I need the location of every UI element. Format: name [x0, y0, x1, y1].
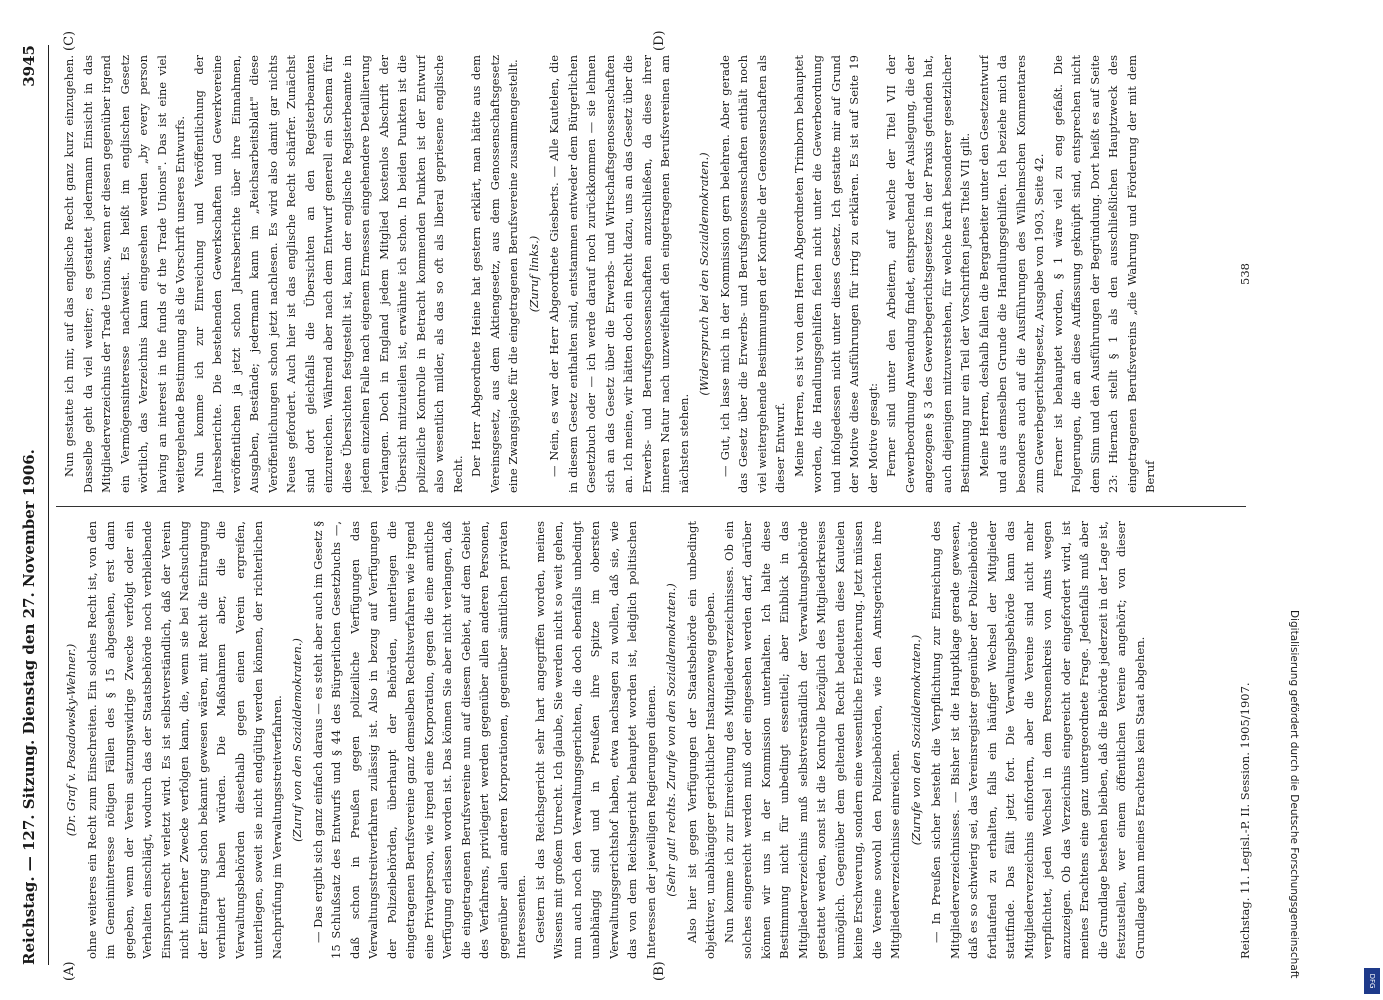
left-paragraph: — Das ergibt sich ganz einfach daraus — es steht aber auch im Gesetz § 15 Schlußsatz des Entwurfs und § 44 des Bürgerlichen Gesetzbuchs —, daß schon in Preußen gegen polizeiliche Verfügungen das Verwaltungsstreitverfahren zulässig ist. Also in bezug auf Verfügungen der Polizeibehörden, überhaupt der Behörden, unterliegen die eingetragenen Berufsvereine ganz demselben Rechtsverfahren wie irgend eine Privatperson, wie irgend eine Korporation, gegen die eine amtliche Verfügung erlassen worden ist. Das können Sie aber nicht verlangen, daß die eingetragenen Berufsvereine nun auf diesem Gebiet, auf dem Gebiet des Verfahrens, privilegiert werden gegenüber allen anderen Personen, gegenüber allen anderen Korporationen, gegenüber sämtlichen privaten Interessenten.: [310, 521, 528, 959]
page-header: [20, 45, 44, 965]
right-interjection: (Zuruf links.): [526, 235, 541, 313]
right-paragraph: Nun gestatte ich mir, auf das englische Recht ganz kurz einzugehen. Dasselbe geht da viel weiter; es gestattet jedermann Einsicht in das Mitgliederverzeichnis der Trade Unions, wenn er diesen gegenüber irgend ein Vermögensinteresse nachweist. Es heißt im englischen Gesetz wörtlich, das Verzeichnis kann eingesehen werden „by every person having an interest in the funds of the Trade Unions". Das ist eine viel weitergehende Bestimmung als die Vorschrift unseres Entwurfs.: [62, 55, 187, 493]
speaker-line: (Dr. Graf v. Posadowsky-Wehner.): [64, 643, 78, 837]
digitization-credit: Digitalisierung gefördert durch die Deutsche Forschungsgemeinschaft: [1288, 610, 1300, 979]
header-rule: [48, 45, 49, 965]
right-paragraph: Ferner ist behauptet worden, § 1 wäre viel zu eng gefaßt. Die Folgerungen, die an diese Auffassung geknüpft sind, entsprechen nicht dem Sinn und den Ausführungen der Begründung. Dort heißt es auf Seite 23: Hiernach stellt § 1 als den ausschließlichen Hauptzweck des eingetragenen Berufsvereins „die Wahrung und Förderung der mit dem Beruf: [1050, 55, 1157, 493]
margin-mark-c: (C): [62, 30, 77, 51]
dfg-logo: [1364, 968, 1380, 994]
bottom-page-number: 538: [1238, 263, 1252, 285]
header-page-number: 3945: [20, 45, 38, 87]
left-paragraph: Also hier ist gegen Verfügungen der Staatsbehörde ein unbedingt objektiver, unabhängiger gerichtlicher Instanzenweg gegeben.: [684, 521, 717, 959]
page-footer: Reichstag. 11. Legisl.-P. II. Session. 1905/1907.: [1238, 682, 1252, 959]
margin-mark-d: (D): [652, 30, 667, 51]
left-interjection: (Zurufe von den Sozialdemokraten.): [908, 634, 923, 846]
right-column: [60, 55, 1230, 493]
right-paragraph: Meine Herren, es ist von dem Herrn Abgeordneten Trimborn behauptet worden, die Handlungsgehilfen fielen nicht unter die Gewerbeordnung und infolgedessen nicht unter dieses Gesetz. Ich gestatte mir auf Grund der Motive diese Ausführungen für irrig zu erklären. Es ist auf Seite 19 der Motive gesagt:: [791, 55, 880, 493]
left-paragraph: ohne weiteres ein Recht zum Einschreiten. Ein solches Recht ist, von den im Gemeininteresse nötigen Fällen des § 15 abgesehen, erst dann gegeben, wenn der Verein satzungswidrige Zwecke verfolgt oder ein Verhalten einschlägt, wodurch das der Staatsbehörde noch verbleibende Einspruchsrecht verletzt wird. Es ist selbstverständlich, daß der Verein nicht hinterher Zwecke verfolgen kann, die, wenn sie bei Nachsuchung der Eintragung schon bekannt gewesen wären, mit Recht die Eintragung verhindert haben würden. Die Maßnahmen aber, die die Verwaltungsbehörden diesethalb gegen einen Verein ergreifen, unterliegen, soweit sie nicht endgültig werden können, der richterlichen Nachprüfung im Verwaltungsstreitverfahren.: [84, 521, 284, 959]
rotated-page: [12, 25, 1332, 985]
left-paragraph: — In Preußen sicher besteht die Verpflichtung zur Einreichung des Mitgliederverzeichnisses. — Bisher ist die Hauptklage gerade gewesen, daß es so schwierig sei, das Vereinsregister gegenüber der Polizeibehörde fortlaufend zu erhalten, falls ein häufiger Wechsel der Mitglieder stattfinde. Das fällt jetzt fort. Die Verwaltungsbehörde kann das Mitgliederverzeichnis einfordern, aber die Vereine sind nicht mehr verpflichtet, jeden Wechsel in dem Personenkreis von Amts wegen anzuzeigen. Ob das Verzeichnis eingereicht oder eingefordert wird, ist meines Erachtens eine ganz untergeordnete Frage. Jedenfalls muß aber die Grundlage bestehen bleiben, daß die Behörde jederzeit in der Lage ist, festzustellen, wer einem öffentlichen Vereine angehört; von dieser Grundlage kann meines Erachtens kein Staat abgehen.: [929, 521, 1147, 959]
left-interjection: (Sehr gut! rechts. Zurufe von den Sozialdemokraten.): [664, 583, 678, 897]
header-title: Reichstag. — 127. Sitzung. Dienstag den 27. November 1906.: [20, 449, 38, 965]
left-interjection: (Zuruf von den Sozialdemokraten.): [290, 638, 304, 842]
right-paragraph: — Nein, es war der Herr Abgeordnete Giesberts. — Alle Kautelen, die in diesem Gesetz enthalten sind, entstammen entweder dem Bürgerlichen Gesetzbuch oder — ich werde darauf noch zurückkommen — sie lehnen sich an das Gesetz über die Erwerbs- und Wirtschaftsgenossenschaften an. Ich meine, wir hätten doch ein Recht dazu, uns an das Gesetz über die Erwerbs- und Berufsgenossenschaften anzuschließen, da diese ihrer inneren Natur nach unzweifelhaft den eingetragenen Berufsvereinen am nächsten stehen.: [547, 55, 691, 493]
margin-mark-b: (B): [652, 961, 667, 981]
right-quote: Ferner sind unter den Arbeitern, auf welche der Titel VII der Gewerbeordnung Anwendung findet, entsprechend der Auslegung, die der angezogene § 3 des Gewerbegerichtsgesetzes in der Praxis gefunden hat, auch diejenigen mitzuverstehen, für welche kraft besonderer gesetzlicher Bestimmung nur ein Teil der Vorschriften jenes Titels VII gilt.: [884, 55, 972, 493]
margin-mark-a: (A): [62, 961, 77, 981]
right-paragraph: Der Herr Abgeordnete Heine hat gestern erklärt, man hätte aus dem Vereinsgesetz, aus dem Aktiengesetz, aus dem Genossenschaftsgesetz eine Zwangsjacke für die eingetragenen Berufsvereine zusammengestellt.: [469, 55, 520, 493]
right-paragraph: Meine Herren, deshalb fallen die Bergarbeiter unter den Gesetzentwurf und aus demselben Grunde die Handlungsgehilfen. Ich beziehe mich da besonders auch auf die Ausführungen des Wilhelmschen Kommentares zum Gewerbegerichtsgesetz, Ausgabe von 1903, Seite 42.: [976, 55, 1046, 493]
left-paragraph: Nun komme ich zur Einreichung des Mitgliederverzeichnisses. Ob ein solches eingereicht werden muß oder eingesehen werden darf, darüber können wir uns in der Kommission unterhalten. Ich halte diese Bestimmung nicht für unbedingt essentiell; aber Einblick in das Mitgliederverzeichnis muß selbstverständlich der Verwaltungsbehörde gestattet werden, sonst ist die Kontrolle bezüglich des Mitgliederkreises unmöglich. Gegenüber dem geltenden Recht bedeuten diese Kautelen keine Erschwerung, sondern eine wesentliche Erleichterung. Jetzt müssen die Vereine sowohl den Polizeibehörden, wie den Amtsgerichten ihre Mitgliederverzeichnisse einreichen.: [721, 521, 902, 959]
dfg-logo-text: DFG: [1368, 973, 1376, 989]
column-divider: [56, 506, 1246, 507]
right-paragraph: — Gut, ich lasse mich in der Kommission gern belehren. Aber gerade das Gesetz über die Erwerbs- und Berufsgenossenschaften enthält noch viel weitergehende Bestimmungen der Kontrolle der Genossenschaften als dieser Entwurf.: [717, 55, 787, 493]
right-interjection: (Widerspruch bei den Sozialdemokraten.): [697, 152, 711, 396]
right-paragraph: Nun komme ich zur Einreichung und Veröffentlichung der Jahresberichte. Die bestehenden Gewerkschaften und Gewerkvereine veröffentlichen ja jetzt schon Jahresberichte über ihre Einnahmen, Ausgaben, Bestände; jedermann kann im „Reichsarbeitsblatt" diese Veröffentlichungen schon jetzt nachlesen. Es wird also damit gar nichts Neues gefordert. Auch hier ist das englische Recht schärfer. Zunächst sind dort gleichfalls die Übersichten an den Registerbeamten einzureichen. Während aber nach dem Entwurf generell ein Schema für diese Übersichten festgestellt ist, kann der englische Registerbeamte in jedem einzelnen Falle nach eigenem Ermessen eingehendere Detaillierung verlangen. Doch in England jedem Mitglied kostenlos Abschrift der Übersicht mitzuteilen ist, erwähnte ich schon. In beiden Punkten ist die polizeiliche Kontrolle in Betracht kommenden Punkten ist der Entwurf also wesentlich milder, als das so oft als liberal gepriesene englische Recht.: [191, 55, 465, 493]
left-paragraph: Gestern ist das Reichsgericht sehr hart angegriffen worden, meines Wissens mit großem Unrecht. Ich glaube, Sie werden nicht so weit gehen, nun auch noch den Verwaltungsgerichten, die doch ebenfalls unbedingt unabhängig sind und in Preußen ihre Spitze im obersten Verwaltungsgerichtshof haben, etwa nachsagen zu wollen, daß sie, wie das von dem Reichsgericht behauptet worden ist, lediglich politischen Interessen der jeweiligen Regierungen dienen.: [532, 521, 658, 959]
left-column: [60, 521, 1230, 959]
